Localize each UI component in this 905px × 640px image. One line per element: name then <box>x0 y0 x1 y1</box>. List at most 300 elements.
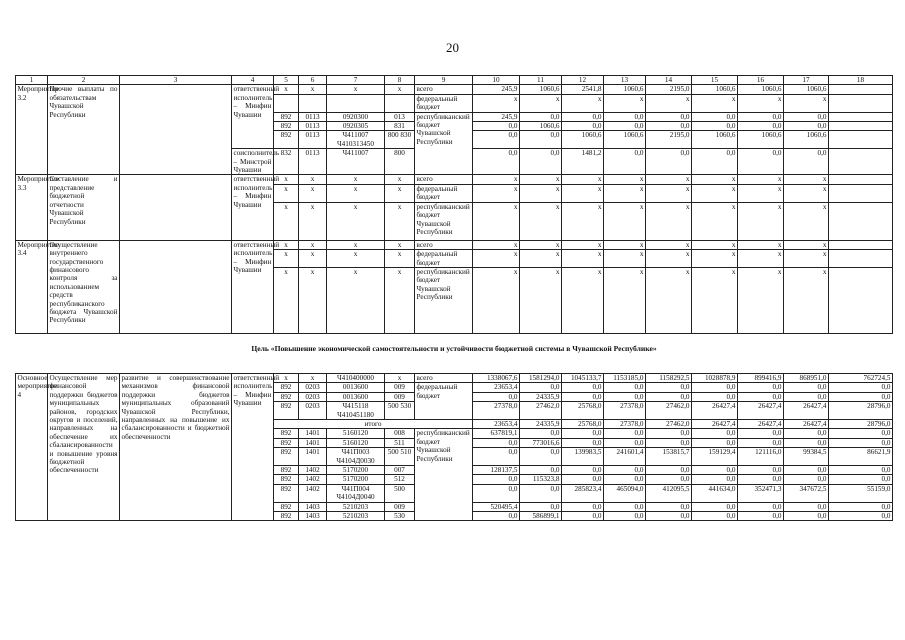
column-number-14: 14 <box>646 76 692 85</box>
code-cell: x <box>299 267 327 333</box>
measure-3-3-row <box>16 175 893 184</box>
value-cell: 27378,0 <box>604 419 646 428</box>
value-cell: 159129,4 <box>692 448 738 466</box>
value-cell: 25768,0 <box>562 402 604 420</box>
column-number-7: 7 <box>327 76 385 85</box>
code-cell: 0013600 <box>327 383 385 392</box>
code-cell: 5210203 <box>327 502 385 511</box>
value-cell: 26427,4 <box>692 402 738 420</box>
value-cell: x <box>520 250 562 268</box>
value-cell: 0,0 <box>692 465 738 474</box>
value-cell: 0,0 <box>784 512 829 521</box>
value-cell: 0,0 <box>562 438 604 447</box>
code-cell: 892 <box>274 402 299 420</box>
funding-source: всего <box>415 175 473 184</box>
column-number-8: 8 <box>385 76 415 85</box>
value-cell: 1060,6 <box>520 85 562 94</box>
value-cell: 245,9 <box>473 85 520 94</box>
code-cell: 892 <box>274 131 299 149</box>
code-cell: 008 <box>385 429 415 438</box>
code-cell: x <box>274 373 299 382</box>
value-cell: 0,0 <box>646 438 692 447</box>
code-cell: x <box>274 184 299 202</box>
measure-code: Мероприятие 3.4 <box>16 240 48 333</box>
code-cell: 5210203 <box>327 512 385 521</box>
funding-source: федеральный бюджет <box>415 184 473 202</box>
code-cell: 892 <box>274 112 299 121</box>
value-cell: 0,0 <box>829 475 893 484</box>
value-cell: 0,0 <box>520 149 562 175</box>
value-cell: 0,0 <box>520 429 562 438</box>
code-cell: Ч411007 <box>327 149 385 175</box>
value-cell: 1060,6 <box>520 122 562 131</box>
value-cell: 0,0 <box>604 392 646 401</box>
value-cell: 0,0 <box>646 502 692 511</box>
funding-source: всего <box>415 85 473 94</box>
column-number-9: 9 <box>415 76 473 85</box>
value-cell: 55159,0 <box>829 484 893 502</box>
code-cell <box>327 94 385 112</box>
code-cell: x <box>327 240 385 249</box>
value-cell: 25768,0 <box>562 419 604 428</box>
value-cell: 26427,4 <box>692 419 738 428</box>
value-cell: 0,0 <box>784 112 829 121</box>
value-cell: 28796,0 <box>829 402 893 420</box>
value-cell: 0,0 <box>473 438 520 447</box>
value-cell: x <box>604 202 646 240</box>
code-cell: 1403 <box>299 502 327 511</box>
value-cell: 1028878,9 <box>692 373 738 382</box>
value-cell: 0,0 <box>520 465 562 474</box>
value-cell: 26427,4 <box>738 419 784 428</box>
value-cell: 0,0 <box>520 131 562 149</box>
value-cell: 0,0 <box>562 465 604 474</box>
code-cell: 500 510 <box>385 448 415 466</box>
value-cell: 0,0 <box>604 122 646 131</box>
value-cell: 0,0 <box>829 392 893 401</box>
value-cell: 0,0 <box>738 465 784 474</box>
code-cell: 0203 <box>299 392 327 401</box>
value-cell: x <box>738 250 784 268</box>
code-cell: x <box>327 250 385 268</box>
code-cell: 5170200 <box>327 475 385 484</box>
value-cell: x <box>784 250 829 268</box>
code-cell: Ч410400000 <box>327 373 385 382</box>
value-cell: x <box>692 267 738 333</box>
value-cell: 0,0 <box>738 438 784 447</box>
value-cell: 26427,4 <box>784 402 829 420</box>
value-cell: x <box>692 250 738 268</box>
value-cell: 0,0 <box>473 484 520 502</box>
code-cell: x <box>327 184 385 202</box>
funding-source: федеральный бюджет <box>415 94 473 112</box>
code-cell: 5160120 <box>327 438 385 447</box>
value-cell: 27462,0 <box>520 402 562 420</box>
value-cell: 586899,1 <box>520 512 562 521</box>
code-cell: 511 <box>385 438 415 447</box>
code-cell: 892 <box>274 122 299 131</box>
value-cell: 99384,5 <box>784 448 829 466</box>
value-cell: 0,0 <box>520 112 562 121</box>
budget-table-container <box>15 75 892 521</box>
value-cell: x <box>473 202 520 240</box>
value-cell: 0,0 <box>692 383 738 392</box>
column-number-11: 11 <box>520 76 562 85</box>
code-cell: 892 <box>274 502 299 511</box>
value-cell: 1153185,0 <box>604 373 646 382</box>
value-cell: 0,0 <box>646 512 692 521</box>
value-cell: 27378,0 <box>473 402 520 420</box>
value-cell: 0,0 <box>604 502 646 511</box>
value-cell: x <box>473 184 520 202</box>
value-cell: x <box>562 250 604 268</box>
measure-name: Прочие выплаты по обязательствам Чувашской Республики <box>48 85 120 175</box>
column-number-18: 18 <box>829 76 893 85</box>
value-cell: 0,0 <box>829 502 893 511</box>
value-cell: 115323,8 <box>520 475 562 484</box>
value-cell: 0,0 <box>692 149 738 175</box>
value-cell: 0,0 <box>738 112 784 121</box>
measure-code: Мероприятие 3.2 <box>16 85 48 175</box>
value-cell: 0,0 <box>473 131 520 149</box>
code-cell: 800 830 <box>385 131 415 149</box>
code-cell: 892 <box>274 383 299 392</box>
value-cell: x <box>562 202 604 240</box>
executor: ответственный исполнитель – Минфин Чувашии <box>232 175 274 240</box>
value-cell: 0,0 <box>829 383 893 392</box>
value-cell <box>829 149 893 175</box>
value-cell: 0,0 <box>520 448 562 466</box>
value-cell: x <box>562 184 604 202</box>
value-cell: x <box>738 175 784 184</box>
measure-name: Осуществление внутреннего государственного финансового контроля за использованием средств республиканского бюджета Чувашской Республики <box>48 240 120 333</box>
code-cell: 009 <box>385 383 415 392</box>
column-number-13: 13 <box>604 76 646 85</box>
value-cell: 1060,6 <box>692 131 738 149</box>
code-cell: 0113 <box>299 149 327 175</box>
code-cell: Ч415118 Ч410451180 <box>327 402 385 420</box>
code-cell: Ч41П004 Ч4104Д0040 <box>327 484 385 502</box>
code-cell: 892 <box>274 484 299 502</box>
value-cell: 0,0 <box>738 122 784 131</box>
code-cell: 892 <box>274 429 299 438</box>
value-cell: 1060,6 <box>692 85 738 94</box>
value-cell: x <box>646 94 692 112</box>
page-number: 20 <box>446 40 459 55</box>
value-cell: 0,0 <box>646 383 692 392</box>
code-cell: 500 530 <box>385 402 415 420</box>
code-cell: 892 <box>274 465 299 474</box>
value-cell: 128137,5 <box>473 465 520 474</box>
value-cell: 27378,0 <box>604 402 646 420</box>
value-cell: 0,0 <box>784 149 829 175</box>
column-number-4: 4 <box>232 76 274 85</box>
code-cell: 0013600 <box>327 392 385 401</box>
code-cell: x <box>385 240 415 249</box>
value-cell: x <box>604 240 646 249</box>
goal-link <box>120 175 232 240</box>
value-cell: 0,0 <box>604 149 646 175</box>
value-cell: x <box>473 267 520 333</box>
code-cell: 1401 <box>299 448 327 466</box>
value-cell: x <box>604 184 646 202</box>
value-cell: x <box>604 267 646 333</box>
measure-name: Осуществление мер финансовой поддержки бюджетов муниципальных районов, городских округов и поселений, направленных на обеспечение их сбалансированности и повышение уровня бюджетной обеспеченности <box>48 373 120 521</box>
value-cell: 0,0 <box>738 475 784 484</box>
value-cell: 86621,9 <box>829 448 893 466</box>
funding-source: федеральный бюджет <box>415 383 473 420</box>
code-cell: x <box>385 267 415 333</box>
value-cell: x <box>562 175 604 184</box>
value-cell: x <box>604 94 646 112</box>
code-cell: 832 <box>274 149 299 175</box>
value-cell: 0,0 <box>604 112 646 121</box>
code-cell: x <box>299 184 327 202</box>
value-cell: 26427,4 <box>784 419 829 428</box>
value-cell: 1060,6 <box>604 85 646 94</box>
column-number-15: 15 <box>692 76 738 85</box>
value-cell: 23653,4 <box>473 383 520 392</box>
value-cell: x <box>738 240 784 249</box>
value-cell: x <box>520 94 562 112</box>
value-cell: x <box>646 184 692 202</box>
value-cell: 0,0 <box>604 475 646 484</box>
code-cell: 0920305 <box>327 122 385 131</box>
value-cell: 1060,6 <box>604 131 646 149</box>
value-cell: 0,0 <box>473 475 520 484</box>
column-number-12: 12 <box>562 76 604 85</box>
value-cell: 0,0 <box>784 429 829 438</box>
value-cell: 0,0 <box>520 502 562 511</box>
spacer-row <box>16 364 893 374</box>
code-cell: 007 <box>385 465 415 474</box>
spacer-cell <box>16 364 893 374</box>
value-cell: 0,0 <box>473 122 520 131</box>
value-cell: 0,0 <box>738 502 784 511</box>
column-number-3: 3 <box>120 76 232 85</box>
value-cell: 0,0 <box>646 465 692 474</box>
value-cell: x <box>738 94 784 112</box>
value-cell: 0,0 <box>604 438 646 447</box>
main-measure-4-row <box>16 373 893 382</box>
value-cell: x <box>784 94 829 112</box>
code-cell: x <box>274 202 299 240</box>
code-cell: 530 <box>385 512 415 521</box>
value-cell: 0,0 <box>692 512 738 521</box>
funding-source: федеральный бюджет <box>415 250 473 268</box>
code-cell: x <box>385 85 415 94</box>
value-cell: x <box>604 250 646 268</box>
value-cell: 245,9 <box>473 112 520 121</box>
value-cell: 0,0 <box>562 502 604 511</box>
value-cell: 139983,5 <box>562 448 604 466</box>
value-cell <box>829 112 893 121</box>
value-cell: 26427,4 <box>738 402 784 420</box>
code-cell: 0203 <box>299 383 327 392</box>
code-cell: 500 <box>385 484 415 502</box>
value-cell: 0,0 <box>646 392 692 401</box>
value-cell: x <box>784 240 829 249</box>
value-cell: 0,0 <box>604 465 646 474</box>
executor: ответственный исполнитель – Минфин Чувашии <box>232 85 274 149</box>
code-cell: 009 <box>385 392 415 401</box>
code-cell: Ч411007 Ч410313450 <box>327 131 385 149</box>
value-cell: 2195,0 <box>646 85 692 94</box>
value-cell: 0,0 <box>784 475 829 484</box>
measure-code: Основное мероприятие 4 <box>16 373 48 521</box>
value-cell: x <box>738 202 784 240</box>
subtotal-label: итого <box>274 419 473 428</box>
value-cell: x <box>646 202 692 240</box>
value-cell: 0,0 <box>784 438 829 447</box>
code-cell: x <box>385 373 415 382</box>
value-cell <box>829 85 893 94</box>
value-cell: 1060,6 <box>784 85 829 94</box>
value-cell: 0,0 <box>473 392 520 401</box>
value-cell <box>829 184 893 202</box>
value-cell: 412095,5 <box>646 484 692 502</box>
value-cell: 0,0 <box>692 112 738 121</box>
code-cell: x <box>299 85 327 94</box>
value-cell: 899416,9 <box>738 373 784 382</box>
value-cell: 27462,0 <box>646 419 692 428</box>
value-cell: x <box>738 267 784 333</box>
measure-code: Мероприятие 3.3 <box>16 175 48 240</box>
co-executor: соисполнитель – Минстрой Чувашии <box>233 149 280 175</box>
code-cell: x <box>299 240 327 249</box>
value-cell: x <box>692 202 738 240</box>
value-cell: 0,0 <box>473 448 520 466</box>
value-cell: x <box>784 202 829 240</box>
column-number-row <box>16 76 893 85</box>
goal-row <box>16 333 893 364</box>
value-cell: x <box>784 184 829 202</box>
value-cell: 1060,6 <box>738 85 784 94</box>
value-cell: 0,0 <box>562 475 604 484</box>
value-cell: 24335,9 <box>520 392 562 401</box>
value-cell: x <box>520 240 562 249</box>
value-cell: 2541,8 <box>562 85 604 94</box>
value-cell: x <box>520 184 562 202</box>
value-cell: x <box>646 175 692 184</box>
code-cell: x <box>327 85 385 94</box>
code-cell: 1401 <box>299 438 327 447</box>
value-cell: x <box>738 184 784 202</box>
value-cell: x <box>473 240 520 249</box>
value-cell: 0,0 <box>692 122 738 131</box>
value-cell: 0,0 <box>692 502 738 511</box>
code-cell <box>385 94 415 112</box>
value-cell: 520495,4 <box>473 502 520 511</box>
value-cell: 1338067,6 <box>473 373 520 382</box>
code-cell: x <box>385 202 415 240</box>
code-cell: 892 <box>274 512 299 521</box>
code-cell: 1403 <box>299 512 327 521</box>
column-number-5: 5 <box>274 76 299 85</box>
value-cell: 153815,7 <box>646 448 692 466</box>
value-cell: 0,0 <box>829 465 893 474</box>
value-cell: 0,0 <box>646 112 692 121</box>
goal-heading: Цель «Повышение экономической самостоятельности и устойчивости бюджетной системы в Чувашской Республике» <box>251 343 657 353</box>
code-cell: 892 <box>274 438 299 447</box>
value-cell: x <box>784 175 829 184</box>
value-cell: 637819,1 <box>473 429 520 438</box>
value-cell: 0,0 <box>829 429 893 438</box>
measure-name: Составление и представление бюджетной отчетности Чувашской Республики <box>48 175 120 240</box>
value-cell: x <box>646 240 692 249</box>
value-cell: 1045133,7 <box>562 373 604 382</box>
code-cell: x <box>274 250 299 268</box>
value-cell: 285823,4 <box>562 484 604 502</box>
funding-source: республиканский бюджет Чувашской Республики <box>415 429 473 521</box>
code-cell: 013 <box>385 112 415 121</box>
value-cell: 0,0 <box>692 429 738 438</box>
value-cell: x <box>520 175 562 184</box>
code-cell: 1402 <box>299 484 327 502</box>
value-cell: 762724,5 <box>829 373 893 382</box>
funding-source: республиканский бюджет Чувашской Республики <box>415 267 473 333</box>
value-cell <box>829 122 893 131</box>
value-cell: 0,0 <box>604 429 646 438</box>
code-cell: 1401 <box>299 429 327 438</box>
code-cell <box>274 94 299 112</box>
value-cell: 1060,6 <box>562 131 604 149</box>
value-cell: 352471,3 <box>738 484 784 502</box>
value-cell: 1060,6 <box>784 131 829 149</box>
value-cell: x <box>692 184 738 202</box>
code-cell: 5160120 <box>327 429 385 438</box>
code-cell: x <box>327 202 385 240</box>
value-cell: 0,0 <box>784 502 829 511</box>
executor: ответственный исполнитель – Минфин Чувашии <box>232 373 274 521</box>
value-cell: 0,0 <box>738 149 784 175</box>
value-cell: x <box>784 267 829 333</box>
value-cell: x <box>692 240 738 249</box>
value-cell <box>829 131 893 149</box>
code-cell: x <box>385 184 415 202</box>
value-cell: x <box>646 267 692 333</box>
budget-table <box>15 75 893 521</box>
value-cell: 0,0 <box>784 383 829 392</box>
value-cell: 1481,2 <box>562 149 604 175</box>
value-cell: 0,0 <box>738 383 784 392</box>
code-cell: x <box>274 240 299 249</box>
code-cell: x <box>299 175 327 184</box>
table-body <box>16 85 893 521</box>
value-cell: 0,0 <box>829 512 893 521</box>
value-cell: 0,0 <box>604 383 646 392</box>
value-cell <box>829 175 893 184</box>
code-cell: 512 <box>385 475 415 484</box>
code-cell: 0920300 <box>327 112 385 121</box>
value-cell: 0,0 <box>562 429 604 438</box>
funding-source: республиканский бюджет Чувашской Республики <box>415 112 473 175</box>
column-number-2: 2 <box>48 76 120 85</box>
value-cell: 0,0 <box>562 512 604 521</box>
code-cell: x <box>299 373 327 382</box>
code-cell: x <box>385 250 415 268</box>
value-cell: 0,0 <box>562 112 604 121</box>
code-cell: 009 <box>385 502 415 511</box>
value-cell: 28796,0 <box>829 419 893 428</box>
code-cell: x <box>385 175 415 184</box>
code-cell: 0113 <box>299 112 327 121</box>
value-cell: x <box>520 202 562 240</box>
value-cell: x <box>520 267 562 333</box>
value-cell: x <box>604 175 646 184</box>
value-cell: 0,0 <box>562 392 604 401</box>
goal-link: развитие и совершенствование механизмов финансовой поддержки бюджетов муниципальных образований Чувашской Республики, направленных на повышение их сбалансированности и бюджетной обеспеченности <box>120 373 232 521</box>
